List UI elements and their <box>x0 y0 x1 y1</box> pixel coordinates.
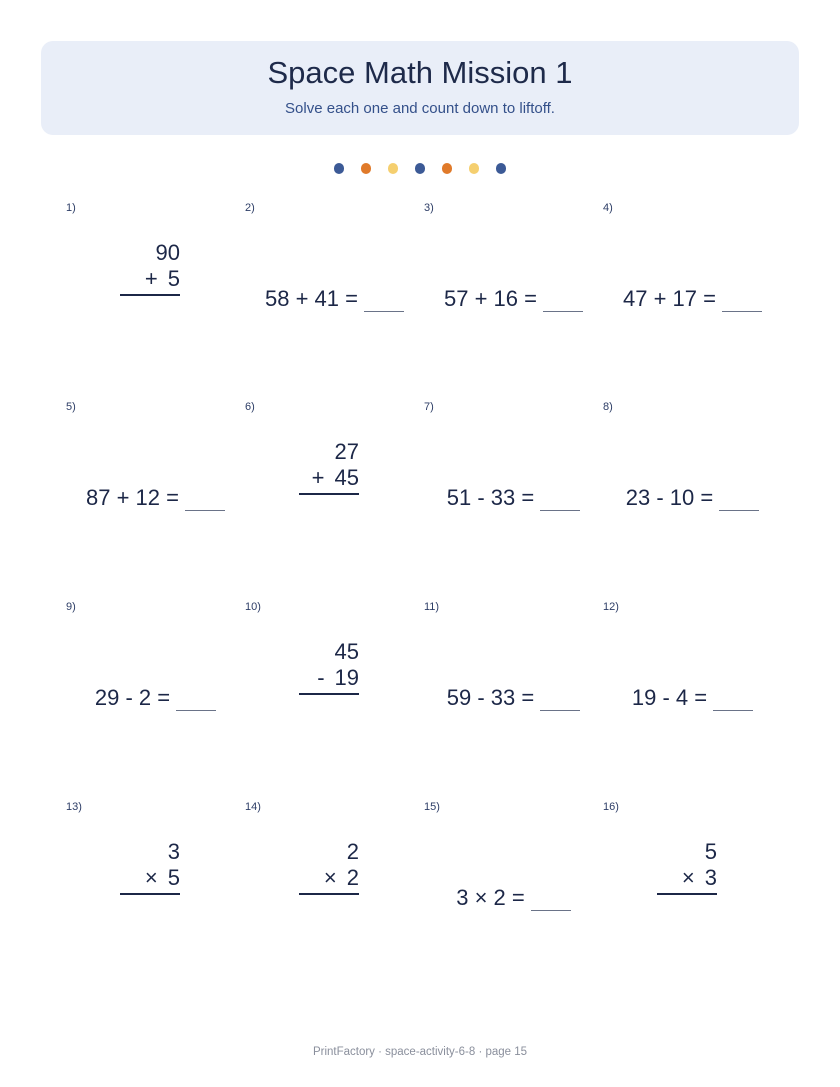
expression-text: 47 + 17 = <box>623 286 716 311</box>
bottom-operand: 2 <box>346 865 359 890</box>
problem-number: 8) <box>603 401 613 413</box>
problem-number: 2) <box>245 202 255 214</box>
expression-text: 23 - 10 = <box>625 485 714 510</box>
bottom-row <box>299 665 359 695</box>
operator: × <box>681 865 695 890</box>
problem-expression <box>603 685 782 711</box>
problem-number: 6) <box>245 401 255 413</box>
expression-text: 57 + 16 = <box>444 286 537 311</box>
problem-5 <box>66 401 245 601</box>
problem-expression <box>245 286 424 312</box>
bottom-operand: 45 <box>334 465 359 490</box>
problem-number: 3) <box>424 202 434 214</box>
expression-text: 19 - 4 = <box>631 685 708 710</box>
vertical-problem <box>657 839 717 895</box>
top-operand: 90 <box>155 240 180 265</box>
problem-expression <box>66 685 245 711</box>
problem-8 <box>603 401 782 601</box>
problem-number: 7) <box>424 401 434 413</box>
operator: + <box>144 266 158 291</box>
problem-number: 15) <box>424 801 440 813</box>
problem-3 <box>424 202 603 402</box>
top-operand: 45 <box>334 639 359 664</box>
problem-14 <box>245 801 424 1001</box>
problem-number: 9) <box>66 601 76 613</box>
problem-number: 5) <box>66 401 76 413</box>
expression-text: 29 - 2 = <box>94 685 171 710</box>
problem-expression <box>424 286 603 312</box>
answer-blank[interactable] <box>543 291 583 312</box>
bottom-row <box>120 865 180 895</box>
page-footer: PrintFactory · space-activity-6-8 · page 15 <box>312 1046 528 1058</box>
problem-number: 14) <box>245 801 261 813</box>
answer-blank[interactable] <box>540 690 580 711</box>
problem-number: 12) <box>603 601 619 613</box>
vertical-problem <box>299 639 359 695</box>
vertical-problem <box>299 839 359 895</box>
problem-1 <box>66 202 245 402</box>
top-operand: 3 <box>167 839 180 864</box>
bottom-operand: 5 <box>167 266 180 291</box>
problem-expression <box>66 485 245 511</box>
problem-expression <box>424 885 603 911</box>
operator: + <box>311 465 325 490</box>
vertical-problem <box>299 439 359 495</box>
problem-6 <box>245 401 424 601</box>
answer-blank[interactable] <box>531 890 571 911</box>
top-operand: 5 <box>704 839 717 864</box>
problem-number: 13) <box>66 801 82 813</box>
problem-number: 16) <box>603 801 619 813</box>
answer-blank[interactable] <box>176 690 216 711</box>
problem-15 <box>424 801 603 1001</box>
answer-blank[interactable] <box>722 291 762 312</box>
expression-text: 51 - 33 = <box>446 485 535 510</box>
vertical-problem <box>120 839 180 895</box>
bottom-row <box>120 266 180 296</box>
answer-blank[interactable] <box>540 490 580 511</box>
operator: × <box>144 865 158 890</box>
problem-11 <box>424 601 603 801</box>
bottom-operand: 19 <box>334 665 359 690</box>
bottom-row <box>299 465 359 495</box>
problem-13 <box>66 801 245 1001</box>
answer-blank[interactable] <box>185 490 225 511</box>
top-operand: 27 <box>334 439 359 464</box>
problem-10 <box>245 601 424 801</box>
problem-12 <box>603 601 782 801</box>
bottom-row <box>299 865 359 895</box>
page-subtitle: Solve each one and count down to liftoff. <box>285 100 555 117</box>
problem-number: 4) <box>603 202 613 214</box>
bottom-operand: 3 <box>704 865 717 890</box>
page-title: Space Math Mission 1 <box>267 55 573 90</box>
answer-blank[interactable] <box>713 690 753 711</box>
problem-expression <box>424 685 603 711</box>
problem-expression <box>603 485 782 511</box>
bottom-row <box>657 865 717 895</box>
expression-text: 59 - 33 = <box>446 685 535 710</box>
operator: - <box>317 665 325 690</box>
problem-7 <box>424 401 603 601</box>
top-operand: 2 <box>346 839 359 864</box>
problem-9 <box>66 601 245 801</box>
operator: × <box>323 865 337 890</box>
problem-expression <box>424 485 603 511</box>
expression-text: 87 + 12 = <box>86 485 179 510</box>
answer-blank[interactable] <box>364 291 404 312</box>
problem-2 <box>245 202 424 402</box>
problem-4 <box>603 202 782 402</box>
problem-number: 10) <box>245 601 261 613</box>
problem-16 <box>603 801 782 1001</box>
problem-number: 11) <box>424 601 440 613</box>
answer-blank[interactable] <box>719 490 759 511</box>
problem-number: 1) <box>66 202 76 214</box>
expression-text: 3 × 2 = <box>456 885 525 910</box>
bottom-operand: 5 <box>167 865 180 890</box>
expression-text: 58 + 41 = <box>265 286 358 311</box>
problem-expression <box>603 286 782 312</box>
vertical-problem <box>120 240 180 296</box>
